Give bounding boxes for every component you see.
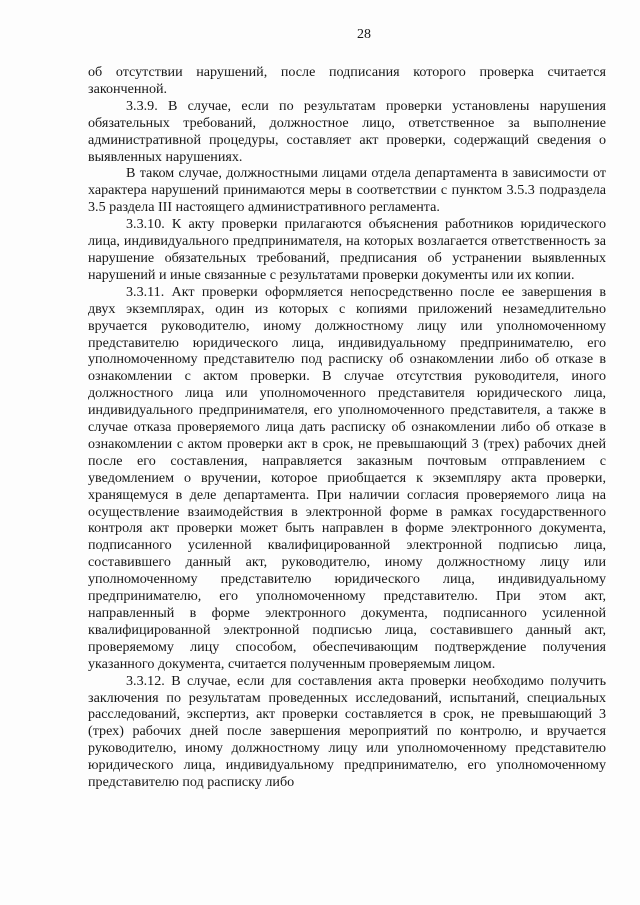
paragraph-3-3-10: 3.3.10. К акту проверки прилагаются объяснения работников юридического лица, индивидуального предпринимателя, на которых возлагается ответственность за нарушение обязательных требований, предписания об устранении выявленных нарушений и иные связанные с результатами проверки документы или их копии. [88, 216, 606, 283]
paragraph-measures: В таком случае, должностными лицами отдела департамента в зависимости от характера нарушений принимаются меры в соответствии с пунктом 3.5.3 подраздела 3.5 раздела III настоящего административного регламента. [88, 165, 606, 216]
paragraph-continuation: об отсутствии нарушений, после подписания которого проверка считается законченной. [88, 64, 606, 97]
paragraph-3-3-9: 3.3.9. В случае, если по результатам проверки установлены нарушения обязательных требований, должностное лицо, ответственное за выполнение административной процедуры, составляет акт проверки, содержащий сведения о выявленных нарушениях. [88, 97, 606, 165]
paragraph-3-3-11: 3.3.11. Акт проверки оформляется непосредственно после ее завершения в двух экземплярах, один из которых с копиями приложений незамедлительно вручается руководителю, иному должностному лицу или уполномоченному представителю юридического лица, индивидуальному предпринимателю, его уполномоченному представителю под расписку об ознакомлении либо об отказе в ознакомлении с актом проверки. В случае отсутствия руководителя, иного должностного лица или уполномоченного представителя юридического лица, индивидуального предпринимателя, его уполномоченного представителя, а также в случае отказа проверяемого лица дать расписку об ознакомлении либо об отказе в ознакомлении с актом проверки акт в срок, не превышающий 3 (трех) рабочих дней после его составления, направляется заказным почтовым отправлением с уведомлением о вручении, которое приобщается к экземпляру акта проверки, хранящемуся в деле департамента. При наличии согласия проверяемого лица на осуществление взаимодействия в электронной форме в рамках государственного контроля акт проверки может быть направлен в форме электронного документа, подписанного усиленной квалифицированной электронной подписью лица, составившего данный акт, руководителю, иному должностному лицу или уполномоченному представителю юридического лица, индивидуальному предпринимателю, его уполномоченному представителю. При этом акт, направленный в форме электронного документа, подписанного усиленной квалифицированной электронной подписью лица, составившего данный акт, проверяемому лицу способом, обеспечивающим подтверждение получения указанного документа, считается полученным проверяемым лицом. [88, 283, 606, 672]
paragraph-3-3-12: 3.3.12. В случае, если для составления акта проверки необходимо получить заключения по результатам проведенных исследований, испытаний, специальных расследований, экспертиз, акт проверки составляется в срок, не превышающий 3 (трех) рабочих дней после завершения мероприятий по контролю, и вручается руководителю, иному должностному лицу или уполномоченному представителю юридического лица, индивидуальному предпринимателю, его уполномоченному представителю под расписку либо [88, 672, 606, 791]
page-number: 28 [357, 27, 371, 42]
